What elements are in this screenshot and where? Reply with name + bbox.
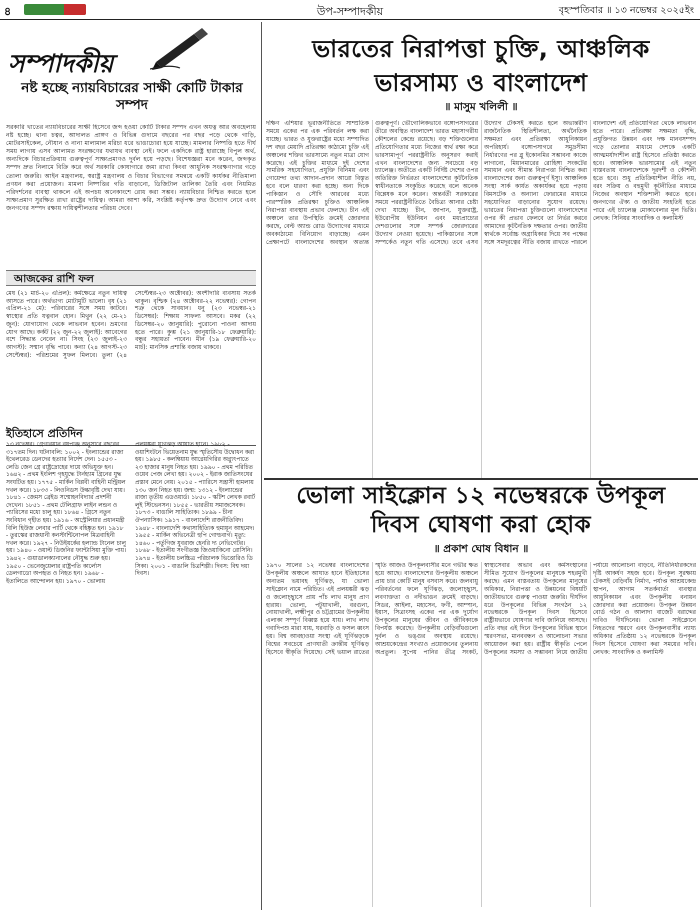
- horoscope-heading-bar: [6, 270, 256, 286]
- page-header: [0, 0, 700, 20]
- page-number: ৪: [4, 5, 12, 18]
- article1-title-line1: ভারতের নিরাপত্তা চুক্তি, আঞ্চলিক: [312, 35, 650, 63]
- editorial-body: সরকারি খাতের ন্যায়বিচারের সাক্ষী হিসেবে জব্দ হওয়া কোটি টাকার সম্পদ এখন অযত্ন আর অবহেলায় নষ্ট হচ্ছে। থানা চত্বর, আদালত প্রাঙ্গণ ও বিভিন্ন গুদামে বছরের পর বছর পড়ে থেকে গাড়ি, মোটরসাইকেল, নৌযান ও নানা মালামাল মরিচা ধরে ভাঙাচোরা হয়ে যাচ্ছে। মামলার নিষ্পত্তি হতে দীর্ঘ সময় লাগায় এসব আলামত সংরক্ষণের যথাযথ ব্যবস্থা নেই। ফলে একদিকে রাষ্ট্র হারাচ্ছে বিপুল অর্থ, অন্যদিকে বিচারপ্রক্রিয়ায় গুরুত্বপূর্ণ সাক্ষ্যপ্রমাণও দুর্বল হয়ে পড়ছে। বিশেষজ্ঞরা মনে করেন, জব্দকৃত সম্পদ দ্রুত নিলামে বিক্রি করে অর্থ সরকারি কোষাগারে জমা রাখা কিংবা আধুনিক সংরক্ষণাগার গড়ে তোলা জরুরি। আইন মন্ত্রণালয়, স্বরাষ্ট্র মন্ত্রণালয় ও বিচার বিভাগের সমন্বয়ে একটি কার্যকর নীতিমালা প্রণয়ন করা প্রয়োজন। মামলা নিষ্পত্তির গতি বাড়ানো, ডিজিটাল তালিকা তৈরি এবং নিয়মিত পরিদর্শনের ব্যবস্থা থাকলে এই অপচয় অনেকাংশে রোধ করা সম্ভব। ন্যায়বিচার নিশ্চিত করতে হলে সাক্ষ্যপ্রমাণ সুরক্ষিত রাখা রাষ্ট্রের দায়িত্ব। আমরা আশা করি, সংশ্লিষ্ট কর্তৃপক্ষ দ্রুত উদ্যোগ নেবে এবং জনগণের সম্পদ রক্ষায় দায়িত্বশীলতার পরিচয় দেবে।: [6, 124, 256, 212]
- column-divider: [261, 22, 262, 910]
- pen-icon: [150, 28, 210, 70]
- article2-title-line1: ভোলা সাইক্লোন ১২ নভেম্বরকে উপকূল: [296, 483, 666, 509]
- editorial-label: সম্পাদকীয়: [8, 49, 114, 78]
- article1-title-line2: ভারসাম্য ও বাংলাদেশ: [374, 69, 588, 97]
- issue-date: বৃহস্পতিবার ॥ ১৩ নভেম্বর ২০২৫ইং: [558, 5, 694, 16]
- editorial-headline: নষ্ট হচ্ছে ন্যায়বিচারের সাক্ষী কোটি টাকার সম্পদ: [21, 80, 243, 113]
- history-body: ১৩ নভেম্বর। গ্রেগরিয়ান বর্ষপঞ্জি অনুসারে বছরের ৩১৭তম দিন। ঘটনাবলি: ১০০২ - ইংল্যান্ডের রাজা ইথেলরেড ডেনদের হত্যার নির্দেশ দেন। ১৫৫৩ - লেডি জেন গ্রে রাষ্ট্রদ্রোহের দায়ে অভিযুক্ত হন। ১৬৪২ - প্রথম ইংলিশ গৃহযুদ্ধে টার্নহ্যাম গ্রিনের যুদ্ধ সংঘটিত হয়। ১৭৭৫ - মার্কিন বিপ্লবী বাহিনী মন্ট্রিয়ল দখল করে। ১৮৩৩ - লিওনিডস উল্কাবৃষ্টি দেখা যায়। ১৮৪১ - জেমস ব্রেইড সম্মোহনবিদ্যার প্রদর্শনী দেখেন। ১৮৫১ - প্রথম টেলিগ্রাফ লাইন লন্ডন ও প্যারিসের মধ্যে চালু হয়। ১৮৬৪ - গ্রিসে নতুন সংবিধান গৃহীত হয়। ১৯১৬ - অস্ট্রেলিয়ার প্রধানমন্ত্রী বিলি হিউজ লেবার পার্টি থেকে বহিষ্কৃত হন। ১৯১৮ - তুরস্কের রাজধানী কনস্টান্টিনোপল মিত্রবাহিনী দখল করে। ১৯২৭ - নিউইয়র্কের হল্যান্ড টানেল চালু হয়। ১৯৪০ - ওয়াল্ট ডিজনির ফ্যান্টাসিয়া মুক্তি পায়। ১৯৪২ - গুয়াডালক্যানালের নৌযুদ্ধ শুরু হয়। ১৯৫০ - ভেনেজুয়েলার রাষ্ট্রপতি কার্লোস ডেলগাডো অপহৃত ও নিহত হন। ১৯৬৮ - ইতালিতে আন্দোলন হয়। ১৯৭০ - ভোলায় প্রলয়ঙ্করী ঘূর্ণিঝড় আঘাত হানে। ১৯৮২ - ওয়াশিংটনে ভিয়েতনাম যুদ্ধ স্মৃতিসৌধ উদ্বোধন করা হয়। ১৯৮৫ - কলম্বিয়ায় আগ্নেয়গিরির অগ্ন্যুৎপাতে ২৩ হাজার মানুষ নিহত হয়। ১৯৯০ - প্রথম পরিচিত ওয়েব পেজ লেখা হয়। ২০০২ - ইরাক জাতিসংঘের প্রস্তাব মেনে নেয়। ২০১৫ - প্যারিসে সন্ত্রাসী হামলায় ১৩০ জন নিহত হয়। জন্ম: ১৩১২ - ইংল্যান্ডের রাজা তৃতীয় এডওয়ার্ড। ১৮৫০ - স্কটিশ লেখক রবার্ট লুই স্টিভেনসন। ১৮৫৫ - ভারতীয় সমাজসেবক। ১৮৭৩ - বাঙালি সাহিত্যিক। ১৮৯৯ - চীনা ঔপন্যাসিক। ১৯১৭ - বাংলাদেশি রাজনীতিবিদ। ১৯৪৮ - বাংলাদেশি কথাসাহিত্যিক হুমায়ূন আহমেদ। ১৯৫৫ - মার্কিন অভিনেত্রী হুপি গোল্ডবার্গ। মৃত্যু: ১৪৬০ - পর্তুগিজ যুবরাজ হেনরি দ্য নেভিগেটর। ১৮৬৮ - ইতালীয় সংগীতজ্ঞ জিওয়াকিনো রোসিনি। ১৯৭৪ - ইতালীয় চলচ্চিত্র পরিচালক ভিত্তোরিও ডি সিকা। ২০০১ - বাঙালি চিত্রশিল্পী। দিবস: বিশ্ব দয়া দিবস।: [6, 442, 256, 585]
- article-divider: [264, 478, 698, 480]
- article1-title: [268, 32, 694, 100]
- article2-title: [268, 482, 694, 540]
- article1-body: দক্ষিণ এশিয়ার ভূরাজনীতিতে সাম্প্রতিক সময়ে একের পর এক পরিবর্তন লক্ষ করা যাচ্ছে। ভারত ও যুক্তরাষ্ট্রের মধ্যে সম্পাদিত দশ বছর মেয়াদি প্রতিরক্ষা কাঠামো চুক্তি এই অঞ্চলের শক্তির ভারসাম্যে নতুন মাত্রা যোগ করেছে। এই চুক্তির মাধ্যমে দুই দেশের সামরিক সহযোগিতা, প্রযুক্তি বিনিময় এবং গোয়েন্দা তথ্য আদান-প্রদান আরো বিস্তৃত হবে বলে ধারণা করা হচ্ছে। অন্য দিকে পাকিস্তান ও সৌদি আরবের মধ্যে পারস্পরিক প্রতিরক্ষা চুক্তিও আঞ্চলিক নিরাপত্তা ব্যবস্থায় প্রভাব ফেলছে। চীন এই অঞ্চলে তার উপস্থিতি ক্রমেই জোরদার করছে, বেল্ট অ্যান্ড রোড উদ্যোগের মাধ্যমে অবকাঠামো বিনিয়োগ বাড়াচ্ছে। এমন প্রেক্ষাপটে বাংলাদেশের অবস্থান অত্যন্ত গুরুত্বপূর্ণ। ভৌগোলিকভাবে বঙ্গোপসাগরের তীরে অবস্থিত বাংলাদেশ ভারত মহাসাগরীয় কৌশলের কেন্দ্রে রয়েছে। বড় শক্তিগুলোর প্রতিযোগিতার মধ্যে নিজের স্বার্থ রক্ষা করে ভারসাম্যপূর্ণ পররাষ্ট্রনীতি অনুসরণ করাই এখন বাংলাদেশের জন্য সবচেয়ে বড় চ্যালেঞ্জ। অতীতে একটি নির্দিষ্ট দেশের ওপর অতিরিক্ত নির্ভরতা বাংলাদেশের কূটনৈতিক স্বাধীনতাকে সংকুচিত করেছে বলে অনেক বিশ্লেষক মনে করেন। অন্তর্বর্তী সরকারের সময়ে পররাষ্ট্রনীতিতে বৈচিত্র্য আনার চেষ্টা দেখা যাচ্ছে। চীন, জাপান, যুক্তরাষ্ট্র, ইউরোপীয় ইউনিয়ন এবং মধ্যপ্রাচ্যের দেশগুলোর সঙ্গে সম্পর্ক জোরদারের উদ্যোগ নেওয়া হয়েছে। পাকিস্তানের সঙ্গে সম্পর্কেও নতুন গতি এসেছে। তবে এসব উদ্যোগ টেকসই করতে হলে অভ্যন্তরীণ রাজনৈতিক স্থিতিশীলতা, অর্থনৈতিক সক্ষমতা এবং প্রতিরক্ষা আধুনিকায়ন অপরিহার্য। বঙ্গোপসাগরে সমুদ্রসীমা নির্ধারণের পর ব্লু ইকোনমির সম্ভাবনা কাজে লাগানো, মিয়ানমারের রোহিঙ্গা সংকটের সমাধান এবং সীমান্ত নিরাপত্তা নিশ্চিত করা বাংলাদেশের জন্য গুরুত্বপূর্ণ ইস্যু। আঞ্চলিক সংস্থা সার্ক কার্যত অকার্যকর হয়ে পড়ায় বিমসটেক ও অন্যান্য ফোরামের মাধ্যমে সহযোগিতা বাড়ানোর সুযোগ রয়েছে। ভারতের নিরাপত্তা চুক্তিগুলো বাংলাদেশের ওপর কী প্রভাব ফেলবে তা নির্ভর করবে আমাদের কূটনৈতিক দক্ষতার ওপর। জাতীয় স্বার্থকে সর্বোচ্চ অগ্রাধিকার দিয়ে সব পক্ষের সঙ্গে সমদূরত্বের নীতি বজায় রাখতে পারলে বাংলাদেশ এই প্রতিযোগিতা থেকে লাভবান হতে পারে। প্রতিরক্ষা সক্ষমতা বৃদ্ধি, প্রযুক্তিগত উন্নয়ন এবং দক্ষ মানবসম্পদ গড়ে তোলার মাধ্যমে দেশকে একটি আত্মমর্যাদাশীল রাষ্ট্র হিসেবে প্রতিষ্ঠা করতে হবে। আঞ্চলিক ভারসাম্যের এই নতুন বাস্তবতায় বাংলাদেশকে দূরদর্শী ও কৌশলী হতে হবে। শুধু প্রতিক্রিয়াশীল নীতি নয়, বরং সক্রিয় ও বহুমুখী কূটনীতির মাধ্যমে নিজের অবস্থান শক্তিশালী করতে হবে। জনগণের ঐক্য ও জাতীয় সংহতিই হতে পারে এই চ্যালেঞ্জ মোকাবেলার মূল ভিত্তি। লেখক: সিনিয়র সাংবাদিক ও কলামিস্ট: [266, 120, 696, 246]
- history-heading: ইতিহাসে প্রতিদিন: [6, 425, 256, 446]
- article1-byline: ॥ মাসুম খলিলী ॥: [444, 101, 518, 113]
- article2-title-line2: দিবস ঘোষণা করা হোক: [370, 512, 592, 538]
- section-title: উপ-সম্পাদকীয়: [316, 5, 384, 18]
- article2-body: ১৯৭০ সালের ১২ নভেম্বর বাংলাদেশের উপকূলীয় অঞ্চলে আঘাত হানে ইতিহাসের অন্যতম ভয়াবহ ঘূর্ণিঝড়, যা ভোলা সাইক্লোন নামে পরিচিত। এই প্রলয়ঙ্করী ঝড় ও জলোচ্ছ্বাসে প্রায় পাঁচ লাখ মানুষ প্রাণ হারায়। ভোলা, পটুয়াখালী, বরগুনা, নোয়াখালী, লক্ষ্মীপুর ও চট্টগ্রামের উপকূলীয় এলাকা সম্পূর্ণ বিধ্বস্ত হয়ে যায়। লাখ লাখ গবাদিপশু মারা যায়, ঘরবাড়ি ও ফসল ধ্বংস হয়। বিশ্ব আবহাওয়া সংস্থা এই ঘূর্ণিঝড়কে বিশ্বের সবচেয়ে প্রাণঘাতী ক্রান্তীয় ঘূর্ণিঝড় হিসেবে স্বীকৃতি দিয়েছে। সেই ভয়াল রাতের স্মৃতি আজও উপকূলবাসীর মনে গভীর ক্ষত হয়ে আছে। বাংলাদেশের উপকূলীয় অঞ্চলে প্রায় চার কোটি মানুষ বসবাস করে। জলবায়ু পরিবর্তনের ফলে ঘূর্ণিঝড়, জলোচ্ছ্বাস, লবণাক্ততা ও নদীভাঙন ক্রমেই বাড়ছে। সিডর, আইলা, মহাসেন, ফণী, আম্পান, ইয়াস, সিত্রাংসহ একের পর এক দুর্যোগ উপকূলের মানুষের জীবন ও জীবিকাকে বিপর্যস্ত করেছে। উপকূলীয় বেড়িবাঁধগুলো দুর্বল ও ভঙ্গুর অবস্থায় রয়েছে। আশ্রয়কেন্দ্রের সংখ্যাও প্রয়োজনের তুলনায় অপ্রতুল। সুপেয় পানির তীব্র সংকট, স্বাস্থ্যসেবার অভাব এবং কর্মসংস্থানের সীমিত সুযোগ উপকূলের মানুষকে শহরমুখী করছে। এমন বাস্তবতায় উপকূলের মানুষের অধিকার, নিরাপত্তা ও উন্নয়নের বিষয়টি জাতীয়ভাবে গুরুত্ব পাওয়া জরুরি। দীর্ঘদিন ধরে উপকূলের বিভিন্ন সংগঠন ১২ নভেম্বরকে উপকূল দিবস হিসেবে রাষ্ট্রীয়ভাবে ঘোষণার দাবি জানিয়ে আসছে। প্রতি বছর এই দিনে উপকূলের বিভিন্ন স্থানে স্মরণসভা, মানববন্ধন ও আলোচনা সভার আয়োজন করা হয়। রাষ্ট্রীয় স্বীকৃতি পেলে উপকূলের সমস্যা ও সম্ভাবনা নিয়ে জাতীয় পর্যায়ে আলোচনা বাড়বে, নীতিনির্ধারকদের দৃষ্টি আকর্ষণ সহজ হবে। উপকূল সুরক্ষায় টেকসই বেড়িবাঁধ নির্মাণ, পর্যাপ্ত আশ্রয়কেন্দ্র স্থাপন, আগাম সতর্কবার্তা ব্যবস্থার আধুনিকায়ন এবং উপকূলীয় বনায়ন জোরদার করা প্রয়োজন। উপকূল উন্নয়ন বোর্ড গঠন ও আলাদা বাজেট বরাদ্দের দাবিও দীর্ঘদিনের। ভোলা সাইক্লোনে নিহতদের স্মরণে এবং উপকূলবাসীর ন্যায্য অধিকার প্রতিষ্ঠায় ১২ নভেম্বরকে উপকূল দিবস হিসেবে ঘোষণা করা সময়ের দাবি। লেখক: সাংবাদিক ও কলামিস্ট: [266, 562, 696, 656]
- horoscope-body: মেষ (২১ মার্চ-২০ এপ্রিল): কর্মক্ষেত্রে নতুন দায়িত্ব আসতে পারে। অর্থভাগ্য মোটামুটি ভালো। বৃষ (২১ এপ্রিল-২১ মে): পরিবারের সঙ্গে সময় কাটবে। স্বাস্থ্যের প্রতি যত্নবান হোন। মিথুন (২২ মে-২১ জুন): যোগাযোগ থেকে লাভবান হবেন। ভ্রমণের যোগ আছে। কর্কট (২২ জুন-২২ জুলাই): আবেগের বশে সিদ্ধান্ত নেবেন না। সিংহ (২৩ জুলাই-২৩ আগস্ট): সম্মান বৃদ্ধি পাবে। কন্যা (২৪ আগস্ট-২৩ সেপ্টেম্বর): পরিশ্রমের সুফল মিলবে। তুলা (২৪ সেপ্টেম্বর-২৩ অক্টোবর): অংশীদারি ব্যবসায় সতর্ক থাকুন। বৃশ্চিক (২৪ অক্টোবর-২২ নভেম্বর): গোপন শত্রু থেকে সাবধান। ধনু (২৩ নভেম্বর-২১ ডিসেম্বর): শিক্ষায় সাফল্য আসবে। মকর (২২ ডিসেম্বর-২০ জানুয়ারি): পুরোনো পাওনা আদায় হতে পারে। কুম্ভ (২১ জানুয়ারি-১৮ ফেব্রুয়ারি): বন্ধুর সহায়তা পাবেন। মীন (১৯ ফেব্রুয়ারি-২০ মার্চ): মানসিক প্রশান্তি বজায় থাকবে।: [6, 290, 256, 359]
- horoscope-heading: আজকের রাশি ফল: [14, 273, 94, 285]
- article2-byline: ॥ প্রকাশ ঘোষ বিধান ॥: [433, 543, 529, 555]
